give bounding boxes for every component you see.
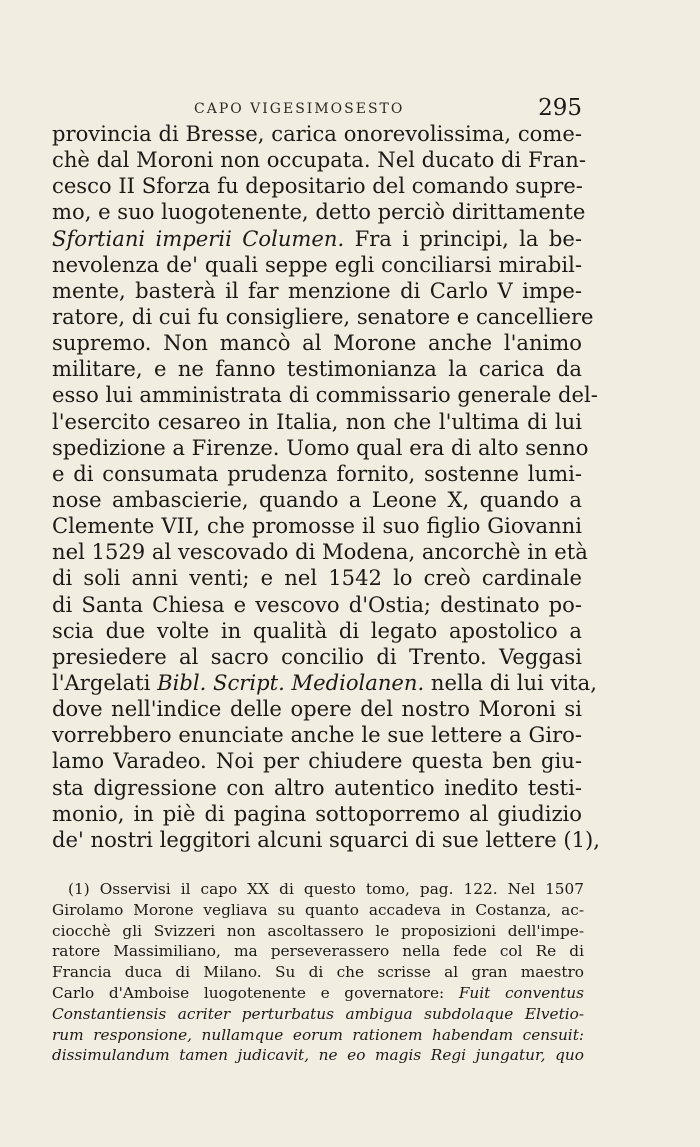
footnote-line: ciocchè gli Svizzeri non ascoltassero le proposizioni dell'impe-: [52, 921, 584, 940]
running-title: CAPO VIGESIMOSESTO: [194, 101, 405, 117]
footnote-line: Girolamo Morone vegliava su quanto accadeva in Costanza, ac-: [52, 900, 584, 919]
footnote-line: (1) Osservisi il capo XX di questo tomo, pag. 122. Nel 1507: [68, 880, 584, 898]
main-text: [52, 121, 600, 853]
text-line-with-italic: [52, 669, 597, 696]
text-line: supremo. Non mancò al Morone anche l'animo: [52, 330, 582, 356]
text-line: sta digressione con altro autentico inedito testi-: [52, 774, 582, 800]
text-run: nella di lui vita,: [424, 669, 597, 695]
footnote-line: ratore Massimiliano, ma perseverassero nella fede col Re di: [52, 942, 584, 961]
footnote-line-italic: Constantiensis acriter perturbatus ambigua subdolaque Elvetio-: [52, 1004, 584, 1023]
page-header: [52, 95, 582, 123]
text-line: e di consumata prudenza fornito, sostenne lumi-: [52, 460, 582, 486]
footnote-line-with-italic: [52, 983, 584, 1004]
text-line: chè dal Moroni non occupata. Nel ducato di Fran-: [52, 147, 586, 173]
text-line: lamo Varadeo. Noi per chiudere questa ben giu-: [52, 748, 582, 774]
italic-quotation: Fuit conventus: [458, 983, 584, 1002]
text-line: nose ambascierie, quando a Leone X, quando a: [52, 486, 582, 512]
text-line: nel 1529 al vescovado di Modena, ancorchè in età: [52, 539, 588, 565]
footnote-line: Francia duca di Milano. Su di che scrisse al gran maestro: [52, 963, 584, 982]
text-line: militare, e ne fanno testimonianza la carica da: [52, 356, 582, 382]
text-line: Clemente VII, che promosse il suo figlio Giovanni: [52, 513, 582, 539]
italic-title: Sfortiani imperii Columen.: [52, 225, 345, 251]
text-line: presiedere al sacro concilio di Trento. Veggasi: [52, 643, 582, 669]
text-run: Carlo d'Amboise luogotenente e governatore:: [52, 983, 459, 1002]
text-line: dove nell'indice delle opere del nostro Moroni si: [52, 696, 582, 722]
text-line: vorrebbero enunciate anche le sue lettere a Giro-: [52, 722, 582, 748]
text-line: de' nostri leggitori alcuni squarci di sue lettere (1),: [52, 826, 600, 852]
text-run: l'Argelati: [52, 669, 158, 695]
text-line: di soli anni venti; e nel 1542 lo creò cardinale: [52, 565, 582, 591]
text-line: l'esercito cesareo in Italia, non che l'ultima di lui: [52, 408, 582, 434]
text-line: cesco II Sforza fu depositario del comando supre-: [52, 173, 583, 199]
text-line: di Santa Chiesa e vescovo d'Ostia; destinato po-: [52, 591, 582, 617]
text-line: mo, e suo luogotenente, detto perciò dirittamente: [52, 199, 586, 225]
text-run: Fra i principi, la be-: [344, 225, 582, 251]
text-line: provincia di Bresse, carica onorevolissima, come-: [52, 121, 582, 146]
text-line: nevolenza de' quali seppe egli conciliarsi mirabil-: [52, 251, 582, 277]
text-line: ratore, di cui fu consigliere, senatore e cancelliere: [52, 303, 594, 329]
footnote-line-italic: dissimulandum tamen judicavit, ne eo magis Regi jungatur, quo: [52, 1046, 584, 1065]
text-line: monio, in piè di pagina sottoporremo al giudizio: [52, 800, 582, 826]
text-line: esso lui amministrata di commissario generale del-: [52, 382, 598, 408]
text-line: spedizione a Firenze. Uomo qual era di alto senno: [52, 434, 589, 460]
italic-reference: Bibl. Script. Mediolanen.: [157, 669, 425, 695]
footnote-line-italic: rum responsione, nullamque eorum rationem habendam censuit:: [52, 1025, 584, 1044]
text-line: scia due volte in qualità di legato apostolico a: [52, 617, 582, 643]
text-line: mente, basterà il far menzione di Carlo V impe-: [52, 277, 582, 303]
page-number: 295: [538, 95, 582, 121]
text-line-with-italic: [52, 226, 582, 252]
footnote: [52, 879, 584, 1066]
